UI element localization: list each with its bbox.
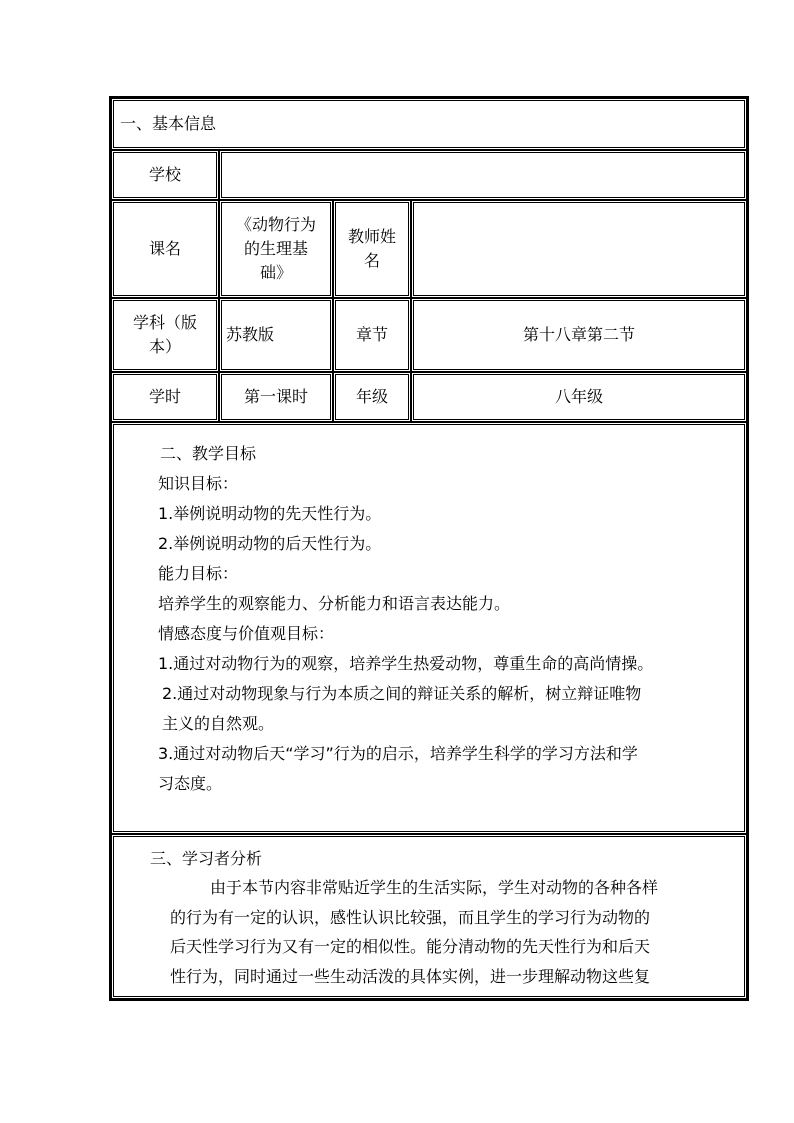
school-value [219, 150, 747, 200]
teacher-label-line: 教师姓 [347, 227, 396, 246]
section2-title: 二、教学目标 [160, 444, 257, 463]
course-label: 课名 [111, 200, 219, 298]
subject-value: 苏教版 [219, 298, 333, 372]
chapter-value: 第十八章第二节 [411, 298, 747, 372]
school-row [111, 150, 747, 200]
section2-row [111, 422, 747, 834]
period-label: 学时 [111, 372, 219, 422]
section1-title: 一、基本信息 [111, 98, 747, 150]
analysis-line: 后天性学习行为又有一定的相似性。能分清动物的先天性行为和后天 [170, 937, 651, 956]
section3-title: 三、学习者分析 [150, 849, 263, 868]
course-value [219, 200, 333, 298]
course-row [111, 200, 747, 298]
emotion-item-2-line: 主义的自然观。 [162, 714, 275, 733]
course-value-line: 础》 [259, 263, 292, 282]
learner-analysis [111, 834, 747, 999]
emotion-heading: 情感态度与价值观目标： [158, 624, 335, 643]
course-value-line: 的生理基 [243, 239, 308, 258]
teacher-value [411, 200, 747, 298]
knowledge-heading: 知识目标： [158, 474, 239, 493]
teacher-label-line: 名 [363, 251, 380, 270]
emotion-item-1: 1.通过对动物行为的观察，培养学生热爱动物，尊重生命的高尚情操。 [158, 654, 654, 673]
ability-text: 培养学生的观察能力、分析能力和语言表达能力。 [158, 594, 511, 613]
subject-label [111, 298, 219, 372]
course-value-line: 《动物行为 [235, 215, 316, 234]
period-row [111, 372, 747, 422]
analysis-line: 的行为有一定的认识，感性认识比较强，而且学生的学习行为动物的 [170, 907, 651, 927]
analysis-line: 由于本节内容非常贴近学生的生活实际，学生对动物的各种各样 [210, 878, 659, 897]
emotion-item-3-line: 习态度。 [158, 774, 223, 793]
emotion-item-3-line: 3.通过对动物后天“学习”行为的启示，培养学生科学的学习方法和学 [158, 744, 638, 763]
section1-row [111, 98, 747, 150]
emotion-item-2-line: 2.通过对动物现象与行为本质之间的辩证关系的解析，树立辩证唯物 [162, 684, 642, 703]
grade-value: 八年级 [411, 372, 747, 422]
subject-label-line: 学科（版 [132, 313, 197, 332]
chapter-label: 章节 [333, 298, 411, 372]
lesson-plan-table [109, 96, 749, 1001]
analysis-line: 性行为，同时通过一些生动活泼的具体实例，进一步理解动物这些复 [170, 966, 651, 986]
teacher-label [333, 200, 411, 298]
teaching-goals [111, 422, 747, 834]
knowledge-item-1: 1.举例说明动物的先天性行为。 [158, 504, 382, 523]
school-label: 学校 [111, 150, 219, 200]
period-value: 第一课时 [219, 372, 333, 422]
subject-label-line: 本） [148, 337, 181, 356]
knowledge-item-2: 2.举例说明动物的后天性行为。 [158, 534, 382, 553]
grade-label: 年级 [333, 372, 411, 422]
ability-heading: 能力目标： [158, 564, 239, 583]
subject-row [111, 298, 747, 372]
section3-row [111, 834, 747, 999]
lesson-plan-document [109, 96, 745, 999]
